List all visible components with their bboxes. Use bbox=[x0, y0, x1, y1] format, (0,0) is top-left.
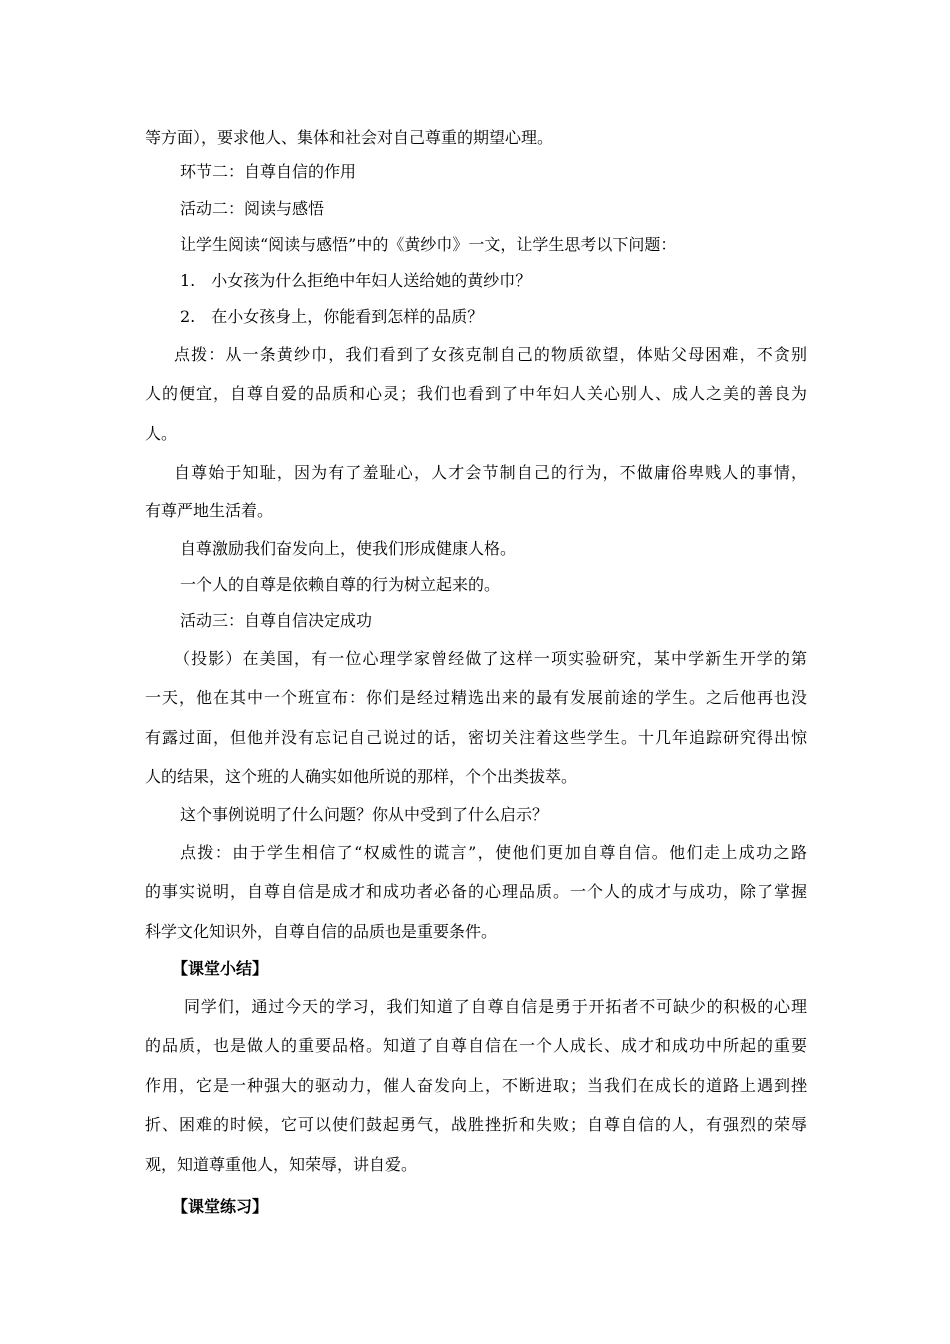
paragraph-line: 折、困难的时候，它可以使们鼓起勇气，战胜挫折和失败；自尊自信的人，有强烈的荣辱 bbox=[145, 1115, 807, 1134]
activity-heading: 活动二：阅读与感悟 bbox=[180, 199, 325, 218]
paragraph-line: 同学们，通过今天的学习，我们知道了自尊自信是勇于开拓者不可缺少的积极的心理 bbox=[184, 997, 807, 1016]
paragraph-line: 有露过面，但他并没有忘记自己说过的话，密切关注着这些学生。十几年追踪研究得出惊 bbox=[145, 728, 807, 747]
paragraph-line: 这个事例说明了什么问题？你从中受到了什么启示？ bbox=[180, 805, 549, 824]
paragraph-line: 人的结果，这个班的人确实如他所说的那样，个个出类拔萃。 bbox=[145, 767, 578, 786]
section-title-exercise: 【课堂练习】 bbox=[172, 1197, 269, 1216]
paragraph-line: 自尊激励我们奋发向上，使我们形成健康人格。 bbox=[180, 539, 517, 558]
paragraph-line: 观，知道尊重他人，知荣辱，讲自爱。 bbox=[145, 1155, 418, 1174]
section-title-summary: 【课堂小结】 bbox=[172, 959, 269, 978]
paragraph-line: 的事实说明，自尊自信是成才和成功者必备的心理品质。一个人的成才与成功，除了掌握 bbox=[145, 882, 807, 901]
paragraph-line: 一天，他在其中一个班宣布：你们是经过精选出来的最有发展前途的学生。之后他再也没 bbox=[145, 688, 807, 707]
paragraph-line: 点拨：从一条黄纱巾，我们看到了女孩克制自己的物质欲望，体贴父母困难，不贪别 bbox=[174, 345, 807, 364]
paragraph-line: 有尊严地生活着。 bbox=[145, 501, 274, 520]
paragraph-line: 等方面），要求他人、集体和社会对自己尊重的期望心理。 bbox=[145, 128, 554, 147]
section-heading: 环节二：自尊自信的作用 bbox=[180, 162, 357, 181]
paragraph-line: 的品质，也是做人的重要品格。知道了自尊自信在一个人成长、成才和成功中所起的重要 bbox=[145, 1036, 807, 1055]
paragraph-line: 人的便宜，自尊自爱的品质和心灵；我们也看到了中年妇人关心别人、成人之美的善良为 bbox=[145, 384, 807, 403]
paragraph-line: （投影）在美国，有一位心理学家曾经做了这样一项实验研究，某中学新生开学的第 bbox=[174, 649, 807, 668]
activity-heading: 活动三：自尊自信决定成功 bbox=[180, 611, 373, 630]
paragraph-line: 一个人的自尊是依赖自尊的行为树立起来的。 bbox=[180, 575, 501, 594]
paragraph-line: 作用，它是一种强大的驱动力，催人奋发向上，不断进取；当我们在成长的道路上遇到挫 bbox=[145, 1076, 807, 1095]
question-item-2: 2. 在小女孩身上，你能看到怎样的品质？ bbox=[180, 307, 484, 326]
question-item-1: 1. 小女孩为什么拒绝中年妇人送给她的黄纱巾？ bbox=[180, 271, 532, 290]
paragraph-line: 让学生阅读“阅读与感悟”中的《黄纱巾》一文，让学生思考以下问题： bbox=[180, 235, 677, 254]
paragraph-line: 科学文化知识外，自尊自信的品质也是重要条件。 bbox=[145, 922, 498, 941]
paragraph-line: 自尊始于知耻，因为有了羞耻心，人才会节制自己的行为，不做庸俗卑贱人的事情， bbox=[174, 463, 807, 482]
paragraph-line: 点拨：由于学生相信了“权威性的谎言”，使他们更加自尊自信。他们走上成功之路 bbox=[180, 843, 807, 862]
paragraph-line: 人。 bbox=[145, 424, 178, 443]
